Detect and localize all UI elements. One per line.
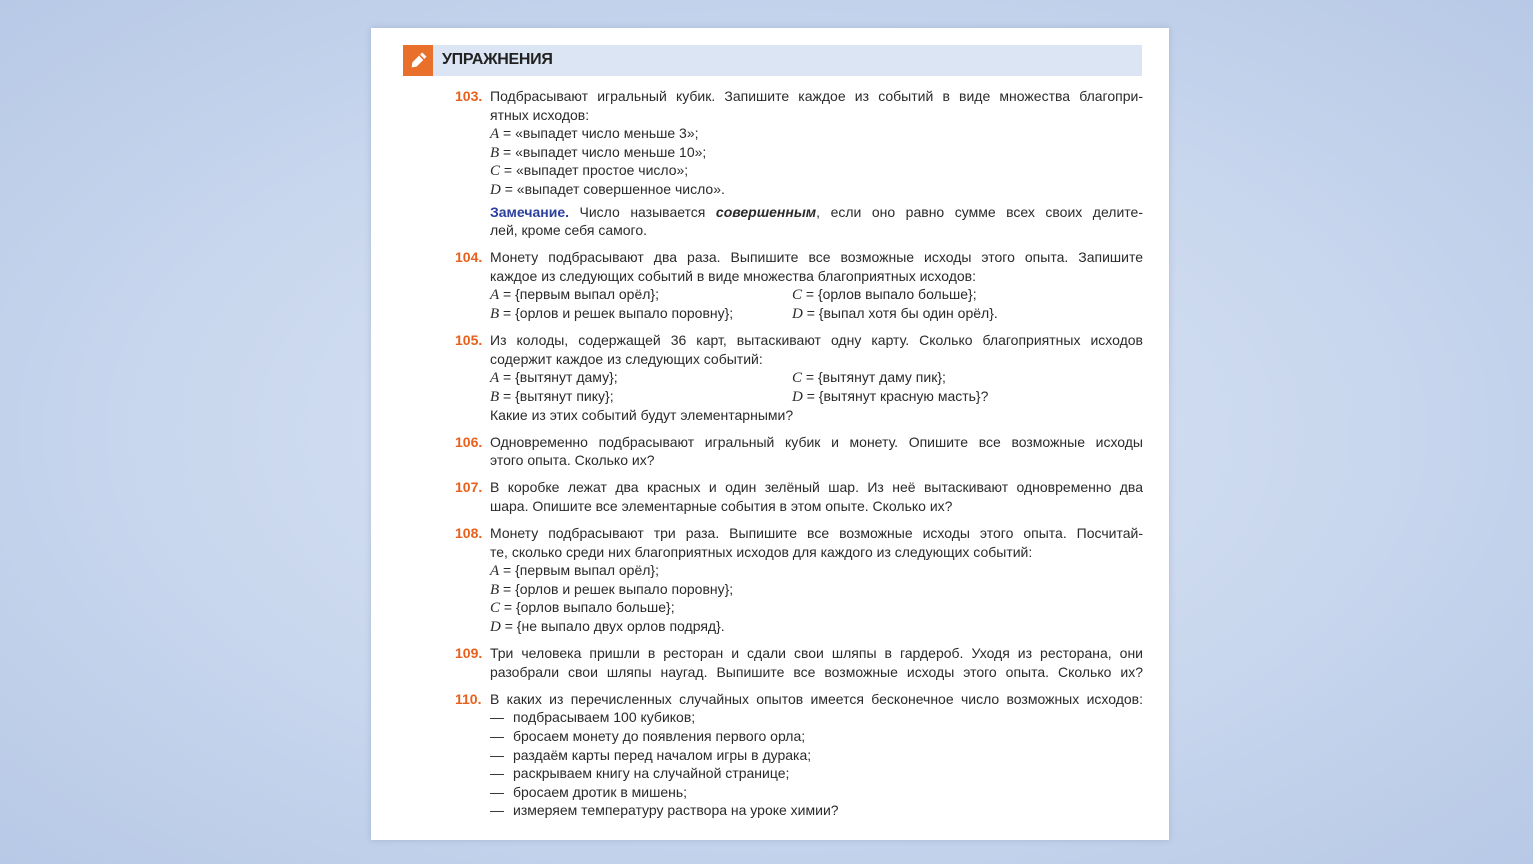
text-line: те, сколько среди них благоприятных исходов для каждого из следующих событий: bbox=[490, 543, 1033, 560]
text-line: В коробке лежат два красных и один зелёный шар. Из неё вытаскивают одновременно два bbox=[490, 479, 1143, 496]
remark-text: совершенным bbox=[715, 203, 817, 220]
event-definition: = {вытянут красную масть}? bbox=[802, 387, 989, 404]
event bbox=[490, 581, 733, 597]
dash-bullet: — bbox=[490, 783, 504, 800]
event bbox=[792, 388, 988, 404]
event-line bbox=[490, 561, 1143, 580]
event bbox=[490, 286, 659, 302]
event bbox=[490, 562, 659, 578]
list-item bbox=[490, 764, 1143, 783]
event-definition: = «выпадет совершенное число». bbox=[500, 180, 725, 197]
text-line: Одновременно подбрасывают игральный кубик и монету. Опишите все возможные исходы bbox=[490, 433, 1143, 450]
list-item-text: бросаем дротик в мишень; bbox=[513, 783, 688, 800]
list-item-text: раскрываем книгу на случайной странице; bbox=[513, 765, 790, 782]
exercise-106 bbox=[455, 433, 1143, 470]
remark-text: , если оно равно сумме всех своих делите- bbox=[816, 203, 1143, 220]
exercise-108 bbox=[455, 524, 1143, 636]
event-pair bbox=[490, 387, 1143, 406]
remark-label: Замечание. bbox=[490, 203, 570, 220]
event-pair bbox=[490, 368, 1143, 387]
event-line bbox=[490, 580, 1143, 599]
event bbox=[490, 369, 618, 385]
dash-bullet: — bbox=[490, 765, 504, 782]
event-variable: D bbox=[490, 181, 501, 198]
text-line: разобрали свои шляпы наугад. Выпишите все возможные исходы этого опыта. Сколько их? bbox=[490, 663, 1143, 680]
exercise-103 bbox=[455, 87, 1143, 240]
exercise-number: 109. bbox=[455, 645, 483, 662]
text-line: этого опыта. Сколько их? bbox=[490, 452, 655, 469]
pencil-icon bbox=[403, 45, 433, 76]
text-line: содержит каждое из следующих событий: bbox=[490, 350, 763, 367]
event-variable: B bbox=[490, 581, 500, 598]
exercise-list bbox=[455, 87, 1143, 828]
event-definition: = {первым выпал орёл}; bbox=[499, 286, 659, 303]
event-right bbox=[792, 285, 977, 304]
text-line: Три человека пришли в ресторан и сдали свои шляпы в гардероб. Уходя из ресторана, они bbox=[490, 645, 1143, 662]
text-line: каждое из следующих событий в виде множества благоприятных исходов: bbox=[490, 267, 977, 284]
event-line bbox=[490, 180, 1143, 199]
exercise-109 bbox=[455, 644, 1143, 681]
exercise-107 bbox=[455, 478, 1143, 515]
event-definition: = {вытянут даму пик}; bbox=[802, 369, 946, 386]
dash-bullet: — bbox=[490, 709, 504, 726]
list-item bbox=[490, 708, 1143, 727]
event-variable: B bbox=[490, 388, 500, 405]
event-line bbox=[490, 598, 1143, 617]
text-line: Подбрасывают игральный кубик. Запишите каждое из событий в виде множества благопри- bbox=[490, 88, 1143, 104]
event-variable: C bbox=[490, 163, 501, 180]
event-definition: = {вытянут пику}; bbox=[499, 387, 614, 404]
event-definition: = «выпадет простое число»; bbox=[500, 162, 689, 179]
text-line: лей, кроме себя самого. bbox=[490, 222, 648, 239]
event-variable: D bbox=[792, 388, 803, 405]
event-definition: = {орлов и решек выпало поровну}; bbox=[499, 305, 734, 322]
list-item bbox=[490, 727, 1143, 746]
list-item-text: раздаём карты перед началом игры в дурака; bbox=[513, 746, 812, 763]
event-line bbox=[490, 161, 1143, 180]
event bbox=[490, 618, 725, 634]
event-definition: = «выпадет число меньше 3»; bbox=[499, 125, 699, 142]
event-variable: B bbox=[490, 306, 500, 323]
event-definition: = {первым выпал орёл}; bbox=[499, 562, 659, 579]
event bbox=[792, 369, 946, 385]
event-variable: D bbox=[490, 618, 501, 635]
event-right bbox=[792, 368, 946, 387]
list-item bbox=[490, 783, 1143, 802]
event-definition: = «выпадет число меньше 10»; bbox=[499, 143, 707, 160]
event bbox=[490, 125, 699, 141]
exercise-number: 110. bbox=[455, 690, 482, 707]
section-header bbox=[403, 45, 1142, 76]
event-definition: = {орлов выпало больше}; bbox=[802, 286, 977, 303]
event-variable: A bbox=[490, 370, 500, 387]
textbook-page bbox=[371, 28, 1169, 840]
event-variable: A bbox=[490, 563, 500, 580]
exercise-number: 103. bbox=[455, 88, 483, 104]
text-line: Монету подбрасывают два раза. Выпишите все возможные исходы этого опыта. Запишите bbox=[490, 249, 1143, 266]
dash-bullet: — bbox=[490, 746, 504, 763]
event-pair bbox=[490, 304, 1143, 323]
event-variable: C bbox=[490, 600, 501, 617]
dash-bullet: — bbox=[490, 727, 504, 744]
event-right bbox=[792, 304, 998, 323]
list-item bbox=[490, 746, 1143, 765]
event-variable: A bbox=[490, 126, 500, 143]
exercise-104 bbox=[455, 248, 1143, 322]
event bbox=[792, 286, 977, 302]
exercise-105 bbox=[455, 331, 1143, 424]
exercise-110 bbox=[455, 690, 1143, 820]
event-left bbox=[490, 285, 792, 304]
event-line bbox=[490, 143, 1143, 162]
exercise-number: 108. bbox=[455, 524, 483, 541]
event-pair bbox=[490, 285, 1143, 304]
event-variable: B bbox=[490, 144, 500, 161]
event-definition: = {не выпало двух орлов подряд}. bbox=[500, 617, 725, 634]
event-variable: C bbox=[792, 370, 803, 387]
list-item-text: бросаем монету до появления первого орла; bbox=[513, 727, 806, 744]
event-left bbox=[490, 368, 792, 387]
exercise-number: 104. bbox=[455, 249, 483, 266]
event bbox=[490, 144, 706, 160]
event-variable: D bbox=[792, 306, 803, 323]
event-left bbox=[490, 387, 792, 406]
list-item-text: измеряем температуру раствора на уроке химии? bbox=[513, 802, 839, 819]
exercise-number: 107. bbox=[455, 479, 483, 496]
text-line: Из колоды, содержащей 36 карт, вытаскивают одну карту. Сколько благоприятных исходов bbox=[490, 332, 1143, 349]
event-definition: = {вытянут даму}; bbox=[499, 369, 618, 386]
text-line: ятных исходов: bbox=[490, 106, 590, 123]
remark-text: Число называется bbox=[569, 203, 716, 220]
remark-line bbox=[490, 203, 1143, 222]
event-definition: = {орлов и решек выпало поровну}; bbox=[499, 580, 734, 597]
event-variable: A bbox=[490, 287, 500, 304]
event bbox=[792, 305, 998, 321]
event bbox=[490, 162, 688, 178]
event-left bbox=[490, 304, 792, 323]
event bbox=[490, 305, 733, 321]
exercise-number: 106. bbox=[455, 433, 483, 450]
event-variable: C bbox=[792, 287, 803, 304]
event-line bbox=[490, 617, 1143, 636]
text-line: В каких из перечисленных случайных опытов имеется бесконечное число возможных исходов: bbox=[490, 690, 1143, 707]
event bbox=[490, 388, 614, 404]
event-definition: = {выпал хотя бы один орёл}. bbox=[802, 305, 998, 322]
text-line: Какие из этих событий будут элементарными? bbox=[490, 406, 794, 423]
list-item bbox=[490, 801, 1143, 820]
event bbox=[490, 181, 725, 197]
event-definition: = {орлов выпало больше}; bbox=[500, 599, 675, 616]
event bbox=[490, 599, 675, 615]
dash-bullet: — bbox=[490, 802, 504, 819]
section-title: УПРАЖНЕНИЯ bbox=[442, 51, 553, 68]
exercise-number: 105. bbox=[455, 332, 483, 349]
text-line: Монету подбрасывают три раза. Выпишите все возможные исходы этого опыта. Посчитай- bbox=[490, 524, 1143, 541]
list-item-text: подбрасываем 100 кубиков; bbox=[513, 709, 696, 726]
event-right bbox=[792, 387, 988, 406]
text-line: шара. Опишите все элементарные события в этом опыте. Сколько их? bbox=[490, 497, 953, 514]
event-line bbox=[490, 124, 1143, 143]
